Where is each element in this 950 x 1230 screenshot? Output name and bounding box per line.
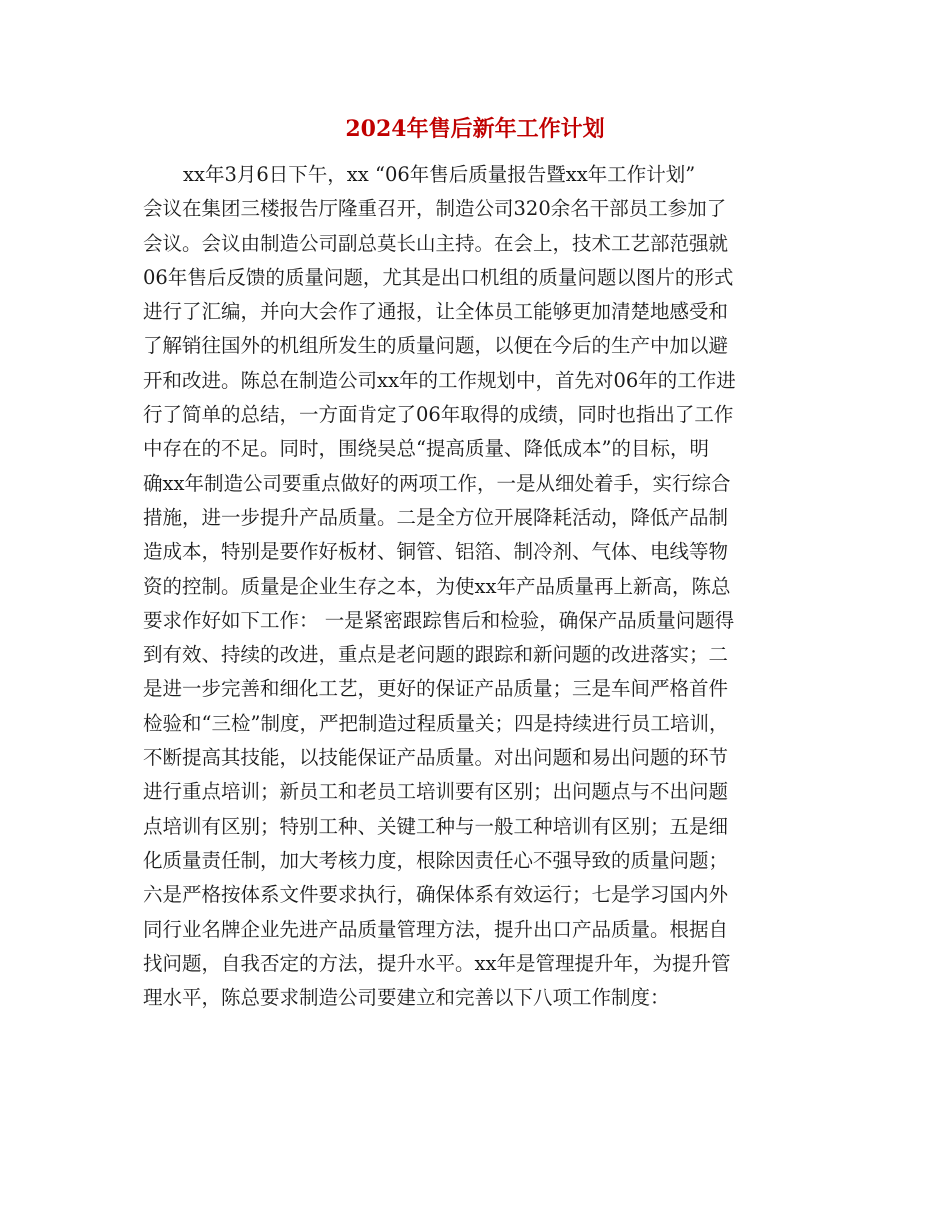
body-line: xx年3月6日下午，xx “06年售后质量报告暨xx年工作计划” — [183, 163, 696, 186]
body-line: 是进一步完善和细化工艺，更好的保证产品质量；三是车间严格首件 — [143, 677, 729, 701]
body-line: 检验和“三检”制度，严把制造过程质量关；四是持续进行员工培训， — [143, 711, 729, 735]
body-line: 开和改进。陈总在制造公司xx年的工作规划中，首先对06年的工作进 — [143, 368, 736, 392]
body-line: 确xx年制造公司要重点做好的两项工作，一是从细处着手，实行综合 — [143, 471, 731, 495]
body-line: 理水平，陈总要求制造公司要建立和完善以下八项工作制度： — [143, 986, 670, 1010]
body-line: 不断提高其技能，以技能保证产品质量。对出问题和易出问题的环节 — [143, 746, 729, 770]
body-line: 行了简单的总结，一方面肯定了06年取得的成绩，同时也指出了工作 — [143, 403, 734, 427]
body-line: 进行了汇编，并向大会作了通报，让全体员工能够更加清楚地感受和 — [143, 300, 729, 324]
body-line: 资的控制。质量是企业生存之本，为使xx年产品质量再上新高，陈总 — [143, 574, 731, 598]
body-line: 措施，进一步提升产品质量。二是全方位开展降耗活动，降低产品制 — [143, 505, 729, 529]
body-line: 中存在的不足。同时，围绕吴总“提高质量、降低成本”的目标，明 — [143, 437, 709, 461]
body-line: 会议。会议由制造公司副总莫长山主持。在会上，技术工艺部范强就 — [143, 231, 729, 255]
body-line: 同行业名牌企业先进产品质量管理方法，提升出口产品质量。根据自 — [143, 917, 729, 941]
document-title: 2024年售后新年工作计划 — [345, 116, 605, 142]
body-line: 06年售后反馈的质量问题，尤其是出口机组的质量问题以图片的形式 — [143, 265, 734, 289]
body-line: 造成本，特别是要作好板材、铜管、铝箔、制冷剂、气体、电线等物 — [143, 540, 729, 564]
document-body — [143, 158, 823, 1015]
body-line: 化质量责任制，加大考核力度，根除因责任心不强导致的质量问题； — [143, 848, 729, 872]
body-line: 了解销往国外的机组所发生的质量问题，以便在今后的生产中加以避 — [143, 334, 729, 358]
body-line: 会议在集团三楼报告厅隆重召开，制造公司320余名干部员工参加了 — [143, 197, 727, 221]
body-line: 到有效、持续的改进，重点是老问题的跟踪和新问题的改进落实；二 — [143, 643, 729, 667]
body-line: 找问题，自我否定的方法，提升水平。xx年是管理提升年，为提升管 — [143, 951, 731, 975]
body-line: 六是严格按体系文件要求执行，确保体系有效运行；七是学习国内外 — [143, 883, 729, 907]
body-line: 进行重点培训；新员工和老员工培训要有区别；出问题点与不出问题 — [143, 780, 729, 804]
body-line: 点培训有区别；特别工种、关键工种与一般工种培训有区别；五是细 — [143, 814, 729, 838]
body-line: 要求作好如下工作： 一是紧密跟踪售后和检验，确保产品质量问题得 — [143, 608, 735, 632]
